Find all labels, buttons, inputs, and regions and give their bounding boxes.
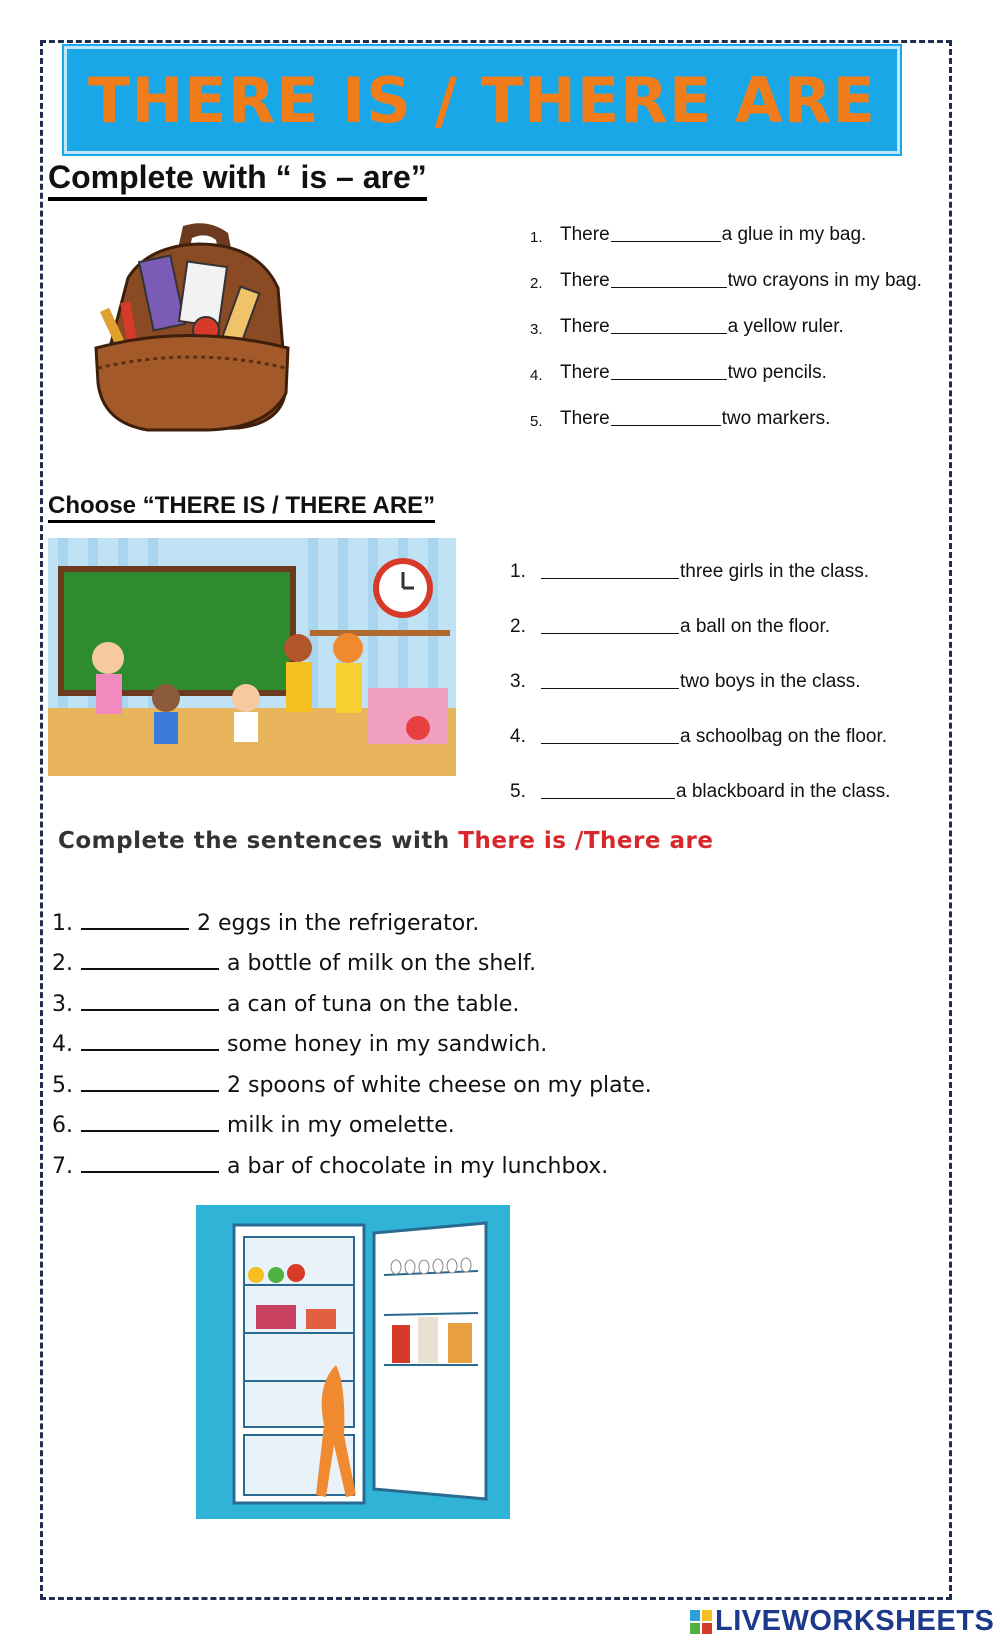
list-item: 4. some honey in my sandwich. — [52, 1032, 548, 1057]
title-banner — [64, 46, 900, 154]
answer-blank[interactable] — [541, 577, 679, 579]
answer-blank[interactable] — [81, 1048, 219, 1051]
worksheet-title: THERE IS / THERE ARE — [87, 63, 877, 137]
liveworksheets-logo-icon — [690, 1610, 712, 1634]
answer-blank[interactable] — [541, 742, 679, 744]
answer-blank[interactable] — [541, 797, 675, 799]
answer-blank[interactable] — [611, 424, 721, 426]
list-item: 5. There two markers. — [530, 408, 831, 430]
answer-blank[interactable] — [541, 632, 679, 634]
list-item: 7. a bar of chocolate in my lunchbox. — [52, 1153, 609, 1179]
answer-blank[interactable] — [81, 1089, 219, 1092]
list-item: 2. There two crayons in my bag. — [530, 270, 922, 292]
answer-blank[interactable] — [611, 332, 727, 334]
answer-blank[interactable] — [81, 1170, 219, 1173]
list-item: 5. a blackboard in the class. — [510, 781, 891, 802]
list-item: 1. 2 eggs in the refrigerator. — [52, 910, 480, 936]
list-item: 2. a ball on the floor. — [510, 616, 830, 637]
answer-blank[interactable] — [611, 286, 727, 288]
list-item: 1. There a glue in my bag. — [530, 224, 867, 246]
section3-heading: Complete the sentences with There is /There are — [58, 828, 714, 854]
section3-list — [52, 895, 652, 1179]
list-item: 6. milk in my omelette. — [52, 1113, 455, 1138]
list-item: 3. two boys in the class. — [510, 671, 861, 692]
section1-heading: Complete with “ is – are” — [48, 160, 427, 201]
answer-blank[interactable] — [611, 378, 727, 380]
list-item: 3. There a yellow ruler. — [530, 316, 844, 338]
section2-heading: Choose “THERE IS / THERE ARE” — [48, 492, 435, 523]
answer-blank[interactable] — [81, 1008, 219, 1011]
list-item: 4. There two pencils. — [530, 362, 827, 384]
answer-blank[interactable] — [81, 927, 189, 930]
footer-brand — [690, 1605, 994, 1638]
backpack-illustration — [88, 218, 298, 438]
section1-list — [530, 200, 950, 430]
answer-blank[interactable] — [541, 687, 679, 689]
classroom-illustration — [48, 538, 456, 776]
list-item: 4. a schoolbag on the floor. — [510, 726, 888, 747]
refrigerator-illustration — [196, 1205, 510, 1519]
answer-blank[interactable] — [81, 1129, 219, 1132]
footer-brand-name: LIVEWORKSHEETS — [715, 1605, 995, 1637]
list-item: 1. three girls in the class. — [510, 561, 870, 582]
list-item: 5. 2 spoons of white cheese on my plate. — [52, 1072, 652, 1098]
list-item: 2. a bottle of milk on the shelf. — [52, 951, 537, 976]
answer-blank[interactable] — [611, 240, 721, 242]
answer-blank[interactable] — [81, 967, 219, 970]
section2-list — [510, 528, 950, 803]
list-item: 3. a can of tuna on the table. — [52, 991, 520, 1017]
